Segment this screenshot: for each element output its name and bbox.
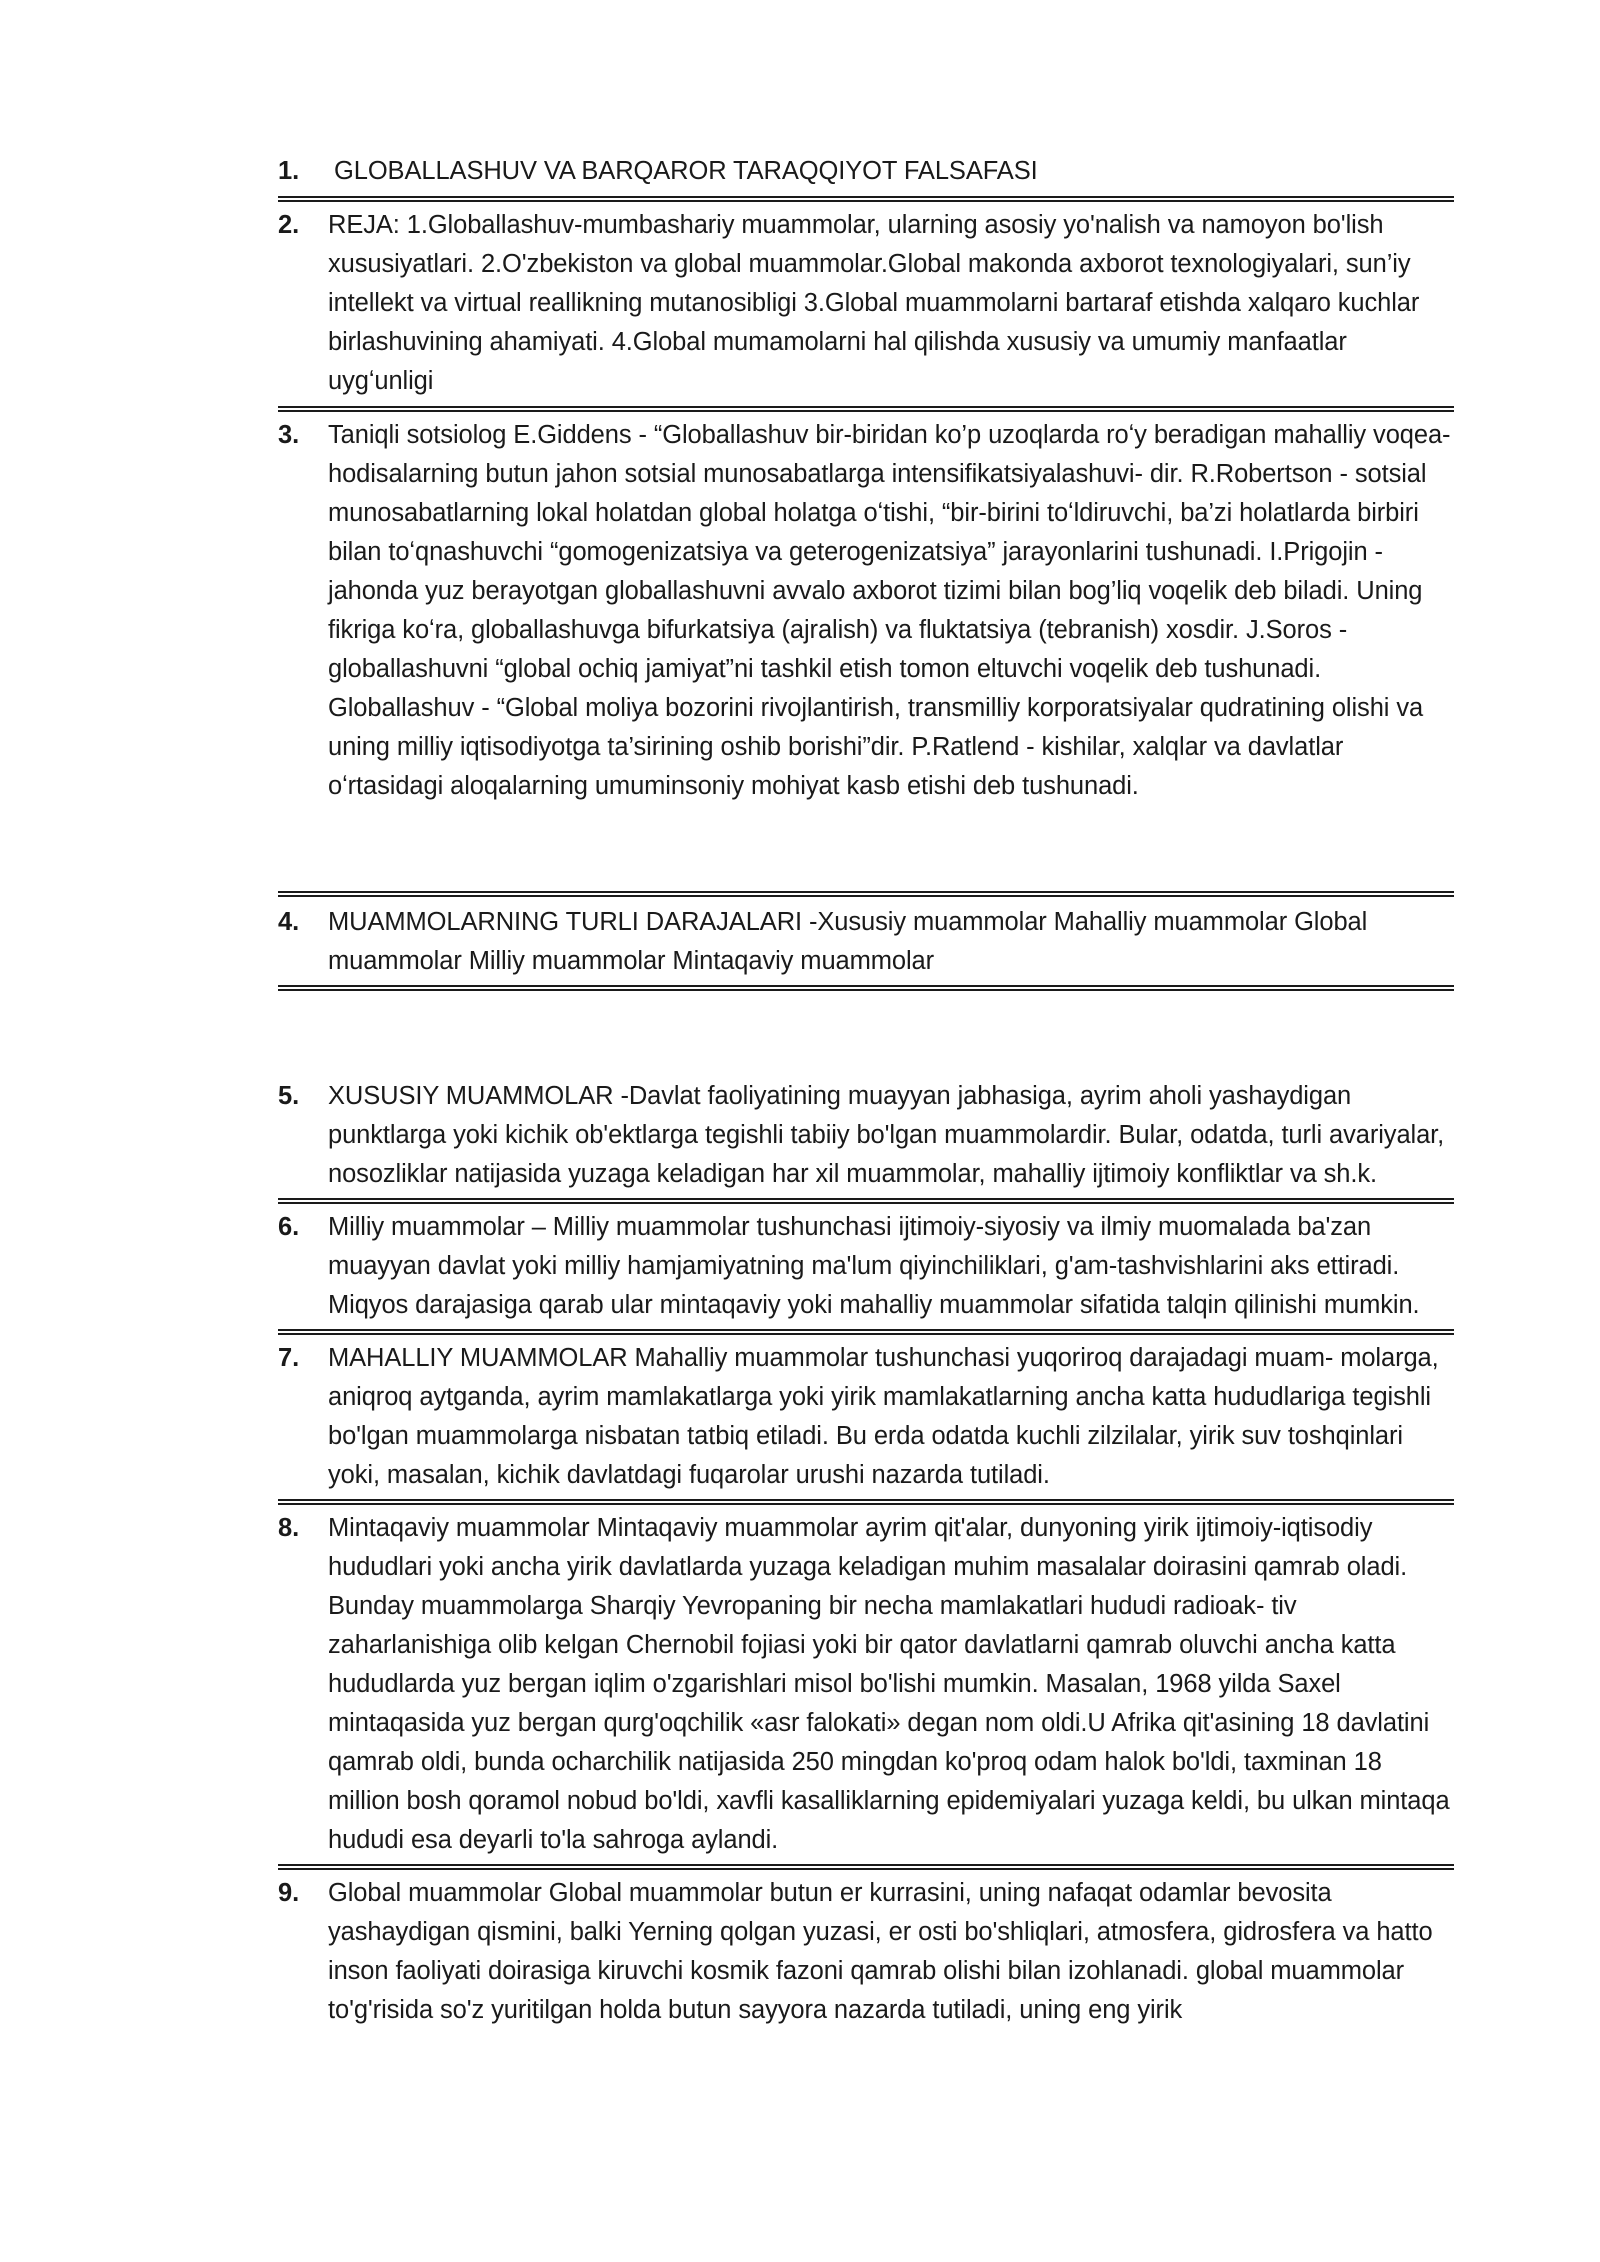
double-rule — [278, 196, 1454, 202]
list-item-2 — [278, 206, 1454, 401]
item-text: GLOBALLASHUV VA BARQAROR TARAQQIYOT FALSAFASI — [334, 157, 1038, 185]
item-number: 6. — [278, 1213, 300, 1241]
double-rule — [278, 1329, 1454, 1335]
item-number: 1. — [278, 157, 300, 185]
double-rule — [278, 1864, 1454, 1870]
list-item-8 — [278, 1509, 1454, 1860]
item-text: Mintaqaviy muammolar Mintaqaviy muammolar ayrim qit'alar, dunyoning yirik ijtimoiy-iqtisodiy hududlari yoki ancha yirik davlatlarda yuzaga keladigan muhim masalalar doirasini qamrab oladi. Bunday muammolarga Sharqiy Yevropaning bir necha mamlakatlari hududi radioak- tiv zaharlanishiga olib kelgan Chernobil fojiasi yoki bir qator davlatlarni qamrab oluvchi ancha katta hududlarda yuz bergan iqlim o'zgarishlari misol bo'lishi mumkin. Masalan, 1968 yilda Saxel mintaqasida yuz bergan qurg'oqchilik «asr falokati» degan nom oldi.U Afrika qit'asining 18 davlatini qamrab oldi, bunda ocharchilik natijasida 250 mingdan ko'proq odam halok bo'ldi, taxminan 18 million bosh qoramol nobud bo'ldi, xavfli kasalliklarning epidemiyalari yuzaga keldi, bu ulkan mintaqa hududi esa deyarli to'la sahroga aylandi. — [328, 1514, 1450, 1854]
double-rule — [278, 1499, 1454, 1505]
list-item-1 — [278, 152, 1454, 191]
list-item-3 — [278, 416, 1454, 806]
item-text: MUAMMOLARNING TURLI DARAJALARI -Xususiy muammolar Mahalliy muammolar Global muammolar Milliy muammolar Mintaqaviy muammolar — [328, 908, 1368, 975]
double-rule — [278, 406, 1454, 412]
numbered-list — [278, 152, 1454, 2030]
item-text: Taniqli sotsiolog E.Giddens - “Globallashuv bir-biridan ko’p uzoqlarda roʻy beradigan mahalliy voqea-hodisalarning butun jahon sotsial munosabatlarga intensifikatsiyalashuvi- dir. R.Robertson - sotsial munosabatlarning lokal holatdan global holatga oʻtishi, “bir-birini toʻldiruvchi, ba’zi holatlarda birbiri bilan toʻqnashuvchi “gomogenizatsiya va geterogenizatsiya” jarayonlarini tushunadi. I.Prigojin - jahonda yuz berayotgan globallashuvni avvalo axborot tizimi bilan bog’liq voqelik deb biladi. Uning fikriga koʻra, globallashuvga bifurkatsiya (ajralish) va fluktatsiya (tebranish) xosdir. J.Soros - globallashuvni “global ochiq jamiyat”ni tashkil etish tomon eltuvchi voqelik deb tushunadi. Globallashuv - “Global moliya bozorini rivojlantirish, transmilliy korporatsiyalar qudratining olishi va uning milliy iqtisodiyotga ta’sirining oshib borishi”dir. P.Ratlend - kishilar, xalqlar va davlatlar oʻrtasidagi aloqalarning umuminsoniy mohiyat kasb etishi deb tushunadi. — [328, 421, 1451, 800]
item-text: REJA: 1.Globallashuv-mumbashariy muammolar, ularning asosiy yo'nalish va namoyon bo'lish xususiyatlari. 2.O'zbekiston va global muammolar.Global makonda axborot texnologiyalari, sun’iy intellekt va virtual reallikning mutanosibligi 3.Global muammolarni bartaraf etishda xalqaro kuchlar birlashuvining ahamiyati. 4.Global mumamolarni hal qilishda xususiy va umumiy manfaatlar uygʻunligi — [328, 211, 1420, 395]
item-text: Milliy muammolar – Milliy muammolar tushunchasi ijtimoiy-siyosiy va ilmiy muomalada ba'zan muayyan davlat yoki milliy hamjamiyatning ma'lum qiyinchiliklari, g'am-tashvishlarini aks ettiradi. Miqyos darajasiga qarab ular mintaqaviy yoki mahalliy muammolar sifatida talqin qilinishi mumkin. — [328, 1213, 1420, 1319]
item-number: 4. — [278, 908, 300, 936]
item-text: Global muammolar Global muammolar butun er kurrasini, uning nafaqat odamlar bevosita yashaydigan qismini, balki Yerning qolgan yuzasi, er osti bo'shliqlari, atmosfera, gidrosfera va hatto inson faoliyati doirasiga kiruvchi kosmik fazoni qamrab olishi bilan izohlanadi. global muammolar to'g'risida so'z yuritilgan holda butun sayyora nazarda tutiladi, uning eng yirik — [328, 1879, 1433, 2024]
double-rule — [278, 985, 1454, 991]
list-item-4 — [278, 903, 1454, 981]
item-number: 9. — [278, 1879, 300, 1907]
item-text: XUSUSIY MUAMMOLAR -Davlat faoliyatining muayyan jabhasiga, ayrim aholi yashaydigan punktlarga yoki kichik ob'ektlarga tegishli tabiiy bo'lgan muammolardir. Bular, odatda, turli avariyalar, nosozliklar natijasida yuzaga keladigan har xil muammolar, mahalliy ijtimoiy konfliktlar va sh.k. — [328, 1082, 1445, 1188]
item-number: 7. — [278, 1344, 300, 1372]
double-rule — [278, 891, 1454, 897]
item-number: 8. — [278, 1514, 300, 1542]
item-number: 5. — [278, 1082, 300, 1110]
list-item-7 — [278, 1339, 1454, 1495]
list-item-6 — [278, 1208, 1454, 1325]
list-item-9 — [278, 1874, 1454, 2030]
item-text: MAHALLIY MUAMMOLAR Mahalliy muammolar tushunchasi yuqoriroq darajadagi muam- molarga, aniqroq aytganda, ayrim mamlakatlarga yoki yirik mamlakatlarning ancha katta hududlariga tegishli bo'lgan muammolarga nisbatan tatbiq etiladi. Bu erda odatda kuchli zilzilalar, yirik suv toshqinlari yoki, masalan, kichik davlatdagi fuqarolar urushi nazarda tutiladi. — [328, 1344, 1439, 1489]
item-number: 3. — [278, 421, 300, 449]
item-number: 2. — [278, 211, 300, 239]
double-rule — [278, 1198, 1454, 1204]
list-item-5 — [278, 1077, 1454, 1194]
